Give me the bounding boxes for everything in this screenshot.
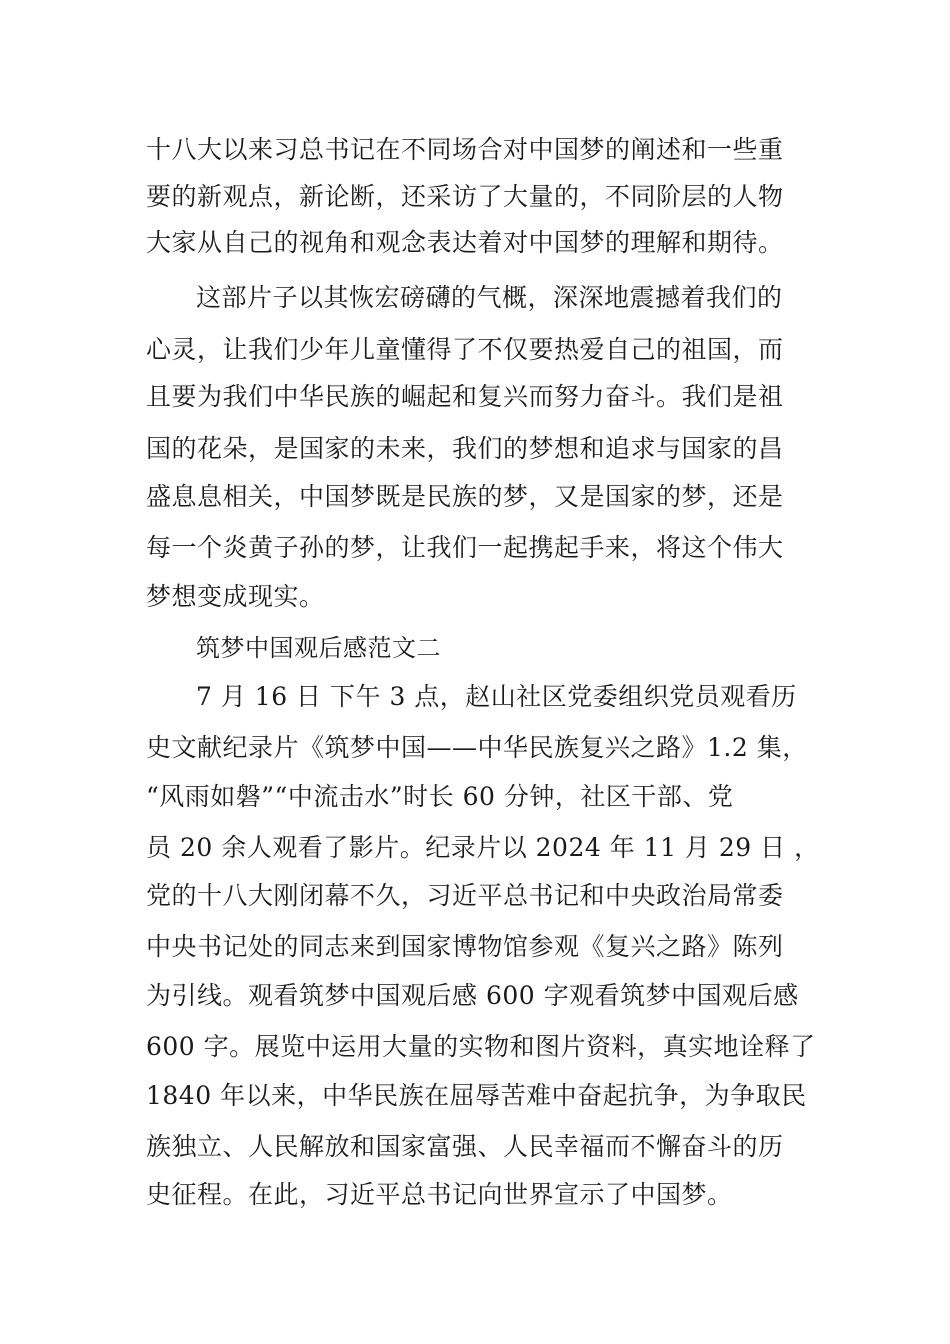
text-line: 史征程。在此，习近平总书记向世界宣示了中国梦。 [146, 1180, 733, 1209]
text-line: 族独立、人民解放和国家富强、人民幸福而不懈奋斗的历 [146, 1132, 784, 1161]
text-line: 十八大以来习总书记在不同场合对中国梦的阐述和一些重 [146, 135, 784, 164]
text-line: 且要为我们中华民族的崛起和复兴而努力奋斗。我们是祖 [146, 382, 784, 411]
text-line: 党的十八大刚闭幕不久，习近平总书记和中央政治局常委 [146, 881, 784, 910]
text-line: 这部片子以其恢宏磅礴的气概，深深地震撼着我们的 [196, 283, 783, 312]
text-line: 1840 年以来，中华民族在屈辱苦难中奋起抗争，为争取民 [146, 1081, 807, 1110]
section-heading: 筑梦中国观后感范文二 [196, 634, 441, 662]
text-line: 盛息息相关，中国梦既是民族的梦，又是国家的梦，还是 [146, 482, 784, 511]
text-line: 史文献纪录片《筑梦中国——中华民族复兴之路》1.2 集， [146, 733, 808, 762]
text-line: 中央书记处的同志来到国家博物馆参观《复兴之路》陈列 [146, 932, 784, 961]
text-line: 员 20 余人观看了影片。纪录片以 2024 年 11 月 29 日 ， [146, 833, 820, 862]
text-line: 7 月 16 日 下午 3 点，赵山社区党委组织党员观看历 [196, 682, 797, 711]
text-line: 大家从自己的视角和观念表达着对中国梦的理解和期待。 [146, 228, 784, 257]
text-line: 要的新观点，新论断，还采访了大量的，不同阶层的人物 [146, 182, 784, 211]
text-line: “风雨如磐”“中流击水”时长 60 分钟，社区干部、党 [146, 782, 734, 811]
text-line: 为引线。观看筑梦中国观后感 600 字观看筑梦中国观后感 [146, 981, 799, 1010]
text-line: 每一个炎黄子孙的梦，让我们一起携起手来，将这个伟大 [146, 533, 784, 562]
text-line: 心灵，让我们少年儿童懂得了不仅要热爱自己的祖国，而 [146, 335, 784, 364]
text-line: 国的花朵，是国家的未来，我们的梦想和追求与国家的昌 [146, 434, 784, 463]
text-line: 600 字。展览中运用大量的实物和图片资料，真实地诠释了 [146, 1032, 816, 1061]
text-line: 梦想变成现实。 [146, 582, 325, 611]
